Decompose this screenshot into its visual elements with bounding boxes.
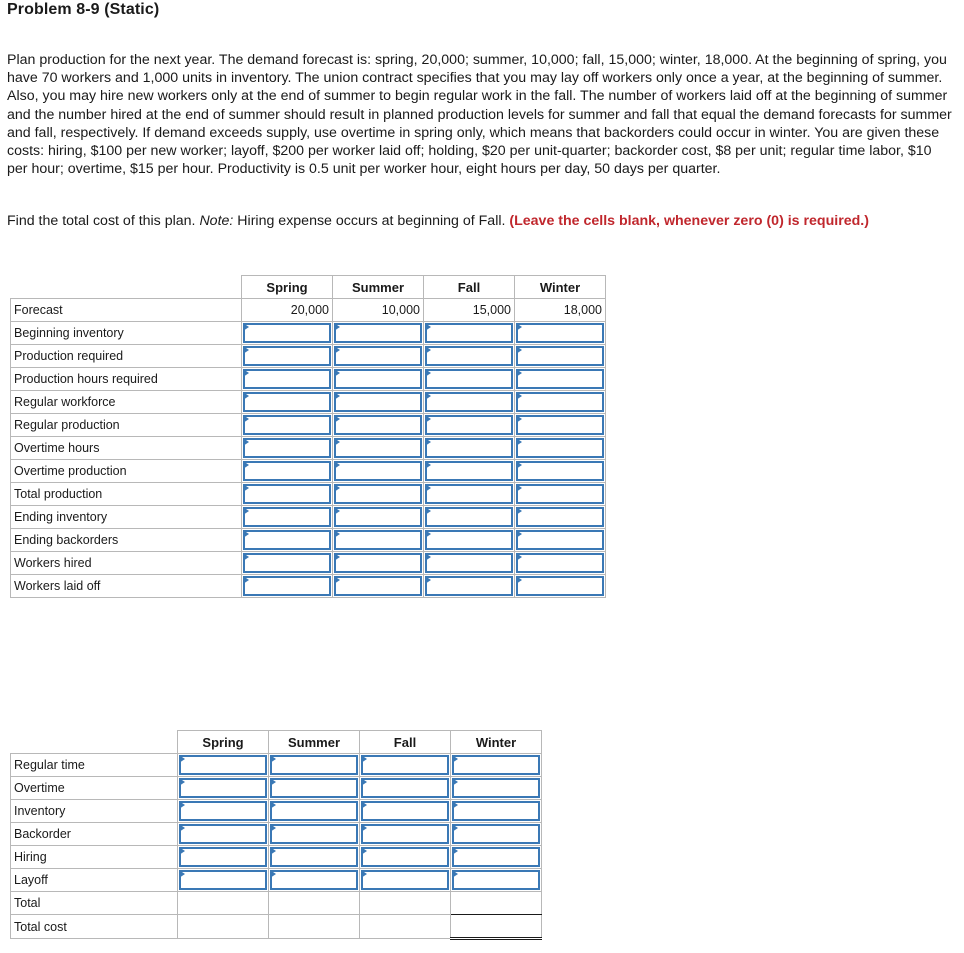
input-cell	[242, 506, 333, 529]
input-cell	[360, 823, 451, 846]
input-cell	[242, 368, 333, 391]
input-cell	[360, 869, 451, 892]
answer-input[interactable]	[425, 576, 513, 596]
input-cell	[424, 391, 515, 414]
input-cell	[515, 414, 606, 437]
answer-input[interactable]	[334, 507, 422, 527]
cost-table	[10, 730, 542, 940]
answer-input[interactable]	[516, 553, 604, 573]
row-label: Ending backorders	[11, 529, 242, 552]
answer-input[interactable]	[243, 392, 331, 412]
input-cell	[515, 552, 606, 575]
answer-input[interactable]	[243, 323, 331, 343]
answer-input[interactable]	[334, 415, 422, 435]
input-cell	[515, 368, 606, 391]
plan-header-row	[11, 276, 606, 299]
input-cell	[424, 437, 515, 460]
answer-input[interactable]	[270, 778, 358, 798]
input-cell	[424, 506, 515, 529]
cost-col-winter: Winter	[451, 731, 542, 754]
input-cell	[242, 529, 333, 552]
input-cell	[269, 869, 360, 892]
answer-input[interactable]	[243, 507, 331, 527]
answer-input[interactable]	[516, 415, 604, 435]
answer-input[interactable]	[334, 461, 422, 481]
row-label: Total	[11, 892, 178, 915]
answer-input[interactable]	[425, 369, 513, 389]
answer-input[interactable]	[334, 369, 422, 389]
answer-input[interactable]	[270, 801, 358, 821]
total-cost-cell	[451, 915, 542, 939]
input-cell	[451, 800, 542, 823]
answer-input[interactable]	[425, 461, 513, 481]
plan-row	[11, 552, 606, 575]
answer-input[interactable]	[361, 801, 449, 821]
total-cell	[269, 892, 360, 915]
input-cell	[333, 506, 424, 529]
input-cell	[242, 460, 333, 483]
input-cell	[333, 322, 424, 345]
answer-input[interactable]	[425, 507, 513, 527]
cost-row	[11, 800, 542, 823]
plan-col-spring: Spring	[242, 276, 333, 299]
cost-col-spring: Spring	[178, 731, 269, 754]
input-cell	[242, 483, 333, 506]
input-cell	[269, 754, 360, 777]
input-cell	[178, 823, 269, 846]
input-cell	[178, 754, 269, 777]
input-cell	[424, 552, 515, 575]
row-label: Workers laid off	[11, 575, 242, 598]
row-label: Total cost	[11, 915, 178, 939]
answer-input[interactable]	[243, 461, 331, 481]
total-cost-cell	[360, 915, 451, 939]
plan-col-winter: Winter	[515, 276, 606, 299]
cost-row	[11, 777, 542, 800]
answer-input[interactable]	[334, 576, 422, 596]
answer-input[interactable]	[516, 461, 604, 481]
input-cell	[269, 800, 360, 823]
answer-input[interactable]	[270, 755, 358, 775]
plan-row	[11, 345, 606, 368]
answer-input[interactable]	[334, 553, 422, 573]
input-cell	[360, 800, 451, 823]
row-label: Hiring	[11, 846, 178, 869]
answer-input[interactable]	[270, 870, 358, 890]
input-cell	[333, 552, 424, 575]
answer-input[interactable]	[243, 369, 331, 389]
answer-input[interactable]	[425, 438, 513, 458]
cost-header-row	[11, 731, 542, 754]
row-label: Layoff	[11, 869, 178, 892]
cost-col-fall: Fall	[360, 731, 451, 754]
cost-row	[11, 846, 542, 869]
input-cell	[269, 846, 360, 869]
answer-input[interactable]	[179, 824, 267, 844]
answer-input[interactable]	[425, 323, 513, 343]
input-cell	[242, 437, 333, 460]
row-label: Total production	[11, 483, 242, 506]
input-cell	[333, 391, 424, 414]
input-cell	[515, 391, 606, 414]
input-cell	[451, 777, 542, 800]
input-cell	[424, 460, 515, 483]
answer-input[interactable]	[361, 778, 449, 798]
input-cell	[515, 529, 606, 552]
answer-input[interactable]	[516, 369, 604, 389]
input-cell	[424, 483, 515, 506]
instruction-lead: Find the total cost of this plan.	[7, 213, 200, 229]
input-cell	[451, 823, 542, 846]
answer-input[interactable]	[334, 484, 422, 504]
input-cell	[424, 345, 515, 368]
input-cell	[333, 414, 424, 437]
row-label: Regular workforce	[11, 391, 242, 414]
input-cell	[451, 754, 542, 777]
input-cell	[360, 777, 451, 800]
answer-input[interactable]	[243, 415, 331, 435]
answer-input[interactable]	[179, 870, 267, 890]
plan-row	[11, 506, 606, 529]
cost-header-blank	[11, 731, 178, 754]
answer-input[interactable]	[516, 576, 604, 596]
input-cell	[451, 869, 542, 892]
total-cell	[178, 892, 269, 915]
input-cell	[242, 575, 333, 598]
input-cell	[242, 345, 333, 368]
input-cell	[242, 552, 333, 575]
answer-input[interactable]	[516, 507, 604, 527]
input-cell	[515, 345, 606, 368]
answer-input[interactable]	[425, 392, 513, 412]
input-cell	[242, 322, 333, 345]
plan-row	[11, 391, 606, 414]
answer-input[interactable]	[516, 323, 604, 343]
forecast-value: 18,000	[515, 299, 606, 322]
answer-input[interactable]	[425, 415, 513, 435]
answer-input[interactable]	[334, 346, 422, 366]
row-label: Workers hired	[11, 552, 242, 575]
answer-input[interactable]	[361, 847, 449, 867]
total-cost-cell	[269, 915, 360, 939]
answer-input[interactable]	[334, 323, 422, 343]
answer-input[interactable]	[516, 530, 604, 550]
input-cell	[333, 529, 424, 552]
total-cell	[451, 892, 542, 915]
input-cell	[333, 483, 424, 506]
plan-row	[11, 529, 606, 552]
input-cell	[515, 437, 606, 460]
answer-input[interactable]	[179, 847, 267, 867]
instruction-note-label: Note:	[199, 213, 234, 229]
input-cell	[424, 368, 515, 391]
answer-input[interactable]	[334, 438, 422, 458]
plan-col-summer: Summer	[333, 276, 424, 299]
input-cell	[178, 846, 269, 869]
production-plan-table	[10, 275, 606, 598]
forecast-value: 20,000	[242, 299, 333, 322]
answer-input[interactable]	[243, 576, 331, 596]
answer-input[interactable]	[243, 346, 331, 366]
answer-input[interactable]	[452, 801, 540, 821]
row-label: Ending inventory	[11, 506, 242, 529]
row-label: Beginning inventory	[11, 322, 242, 345]
cost-row	[11, 823, 542, 846]
answer-input[interactable]	[361, 824, 449, 844]
problem-description: Plan production for the next year. The demand forecast is: spring, 20,000; summer, 10,000; fall, 15,000; winter, 18,000. At the beginning of spring, you have 70 workers and 1,000 units in inventory. The union contract specifies that you may lay off workers only once a year, at the beginning of summer. Also, you may hire new workers only at the end of summer to begin regular work in the fall. The number of workers laid off at the beginning of summer and the number hired at the end of summer should result in planned production levels for summer and fall that equal the demand forecasts for summer and fall, respectively. If demand exceeds supply, use overtime in spring only, which means that backorders could occur in winter. You are given these costs: hiring, $100 per new worker; layoff, $200 per worker laid off; holding, $20 per unit-quarter; backorder cost, $8 per unit; regular time labor, $10 per hour; overtime, $15 per hour. Productivity is 0.5 unit per worker hour, eight hours per day, 50 days per quarter.	[7, 52, 952, 178]
answer-input[interactable]	[243, 530, 331, 550]
answer-input[interactable]	[425, 553, 513, 573]
forecast-value: 15,000	[424, 299, 515, 322]
answer-input[interactable]	[452, 870, 540, 890]
input-cell	[333, 345, 424, 368]
answer-input[interactable]	[243, 484, 331, 504]
cost-col-summer: Summer	[269, 731, 360, 754]
input-cell	[424, 322, 515, 345]
instruction-required: (Leave the cells blank, whenever zero (0) is required.)	[509, 213, 869, 229]
answer-input[interactable]	[425, 484, 513, 504]
instruction-text	[7, 212, 927, 230]
row-label: Forecast	[11, 299, 242, 322]
plan-row	[11, 437, 606, 460]
answer-input[interactable]	[334, 530, 422, 550]
answer-input[interactable]	[179, 778, 267, 798]
instruction-note-text: Hiring expense occurs at beginning of Fall.	[233, 213, 510, 229]
answer-input[interactable]	[516, 484, 604, 504]
answer-input[interactable]	[270, 824, 358, 844]
answer-input[interactable]	[361, 755, 449, 775]
input-cell	[333, 368, 424, 391]
answer-input[interactable]	[425, 530, 513, 550]
total-cost-cell	[178, 915, 269, 939]
input-cell	[424, 414, 515, 437]
cost-row	[11, 754, 542, 777]
row-label: Regular production	[11, 414, 242, 437]
input-cell	[178, 800, 269, 823]
plan-row-forecast	[11, 299, 606, 322]
answer-input[interactable]	[516, 346, 604, 366]
input-cell	[242, 414, 333, 437]
cost-row-total-cost	[11, 915, 542, 939]
plan-row	[11, 483, 606, 506]
row-label: Regular time	[11, 754, 178, 777]
answer-input[interactable]	[452, 847, 540, 867]
plan-header-blank	[11, 276, 242, 299]
answer-input[interactable]	[179, 755, 267, 775]
answer-input[interactable]	[452, 824, 540, 844]
row-label: Production required	[11, 345, 242, 368]
plan-row	[11, 322, 606, 345]
input-cell	[515, 483, 606, 506]
row-label: Production hours required	[11, 368, 242, 391]
input-cell	[178, 869, 269, 892]
total-cell	[360, 892, 451, 915]
answer-input[interactable]	[425, 346, 513, 366]
answer-input[interactable]	[516, 438, 604, 458]
answer-input[interactable]	[361, 870, 449, 890]
plan-col-fall: Fall	[424, 276, 515, 299]
input-cell	[360, 846, 451, 869]
plan-row	[11, 368, 606, 391]
input-cell	[242, 391, 333, 414]
input-cell	[178, 777, 269, 800]
input-cell	[515, 575, 606, 598]
row-label: Backorder	[11, 823, 178, 846]
input-cell	[515, 506, 606, 529]
answer-input[interactable]	[243, 553, 331, 573]
input-cell	[451, 846, 542, 869]
answer-input[interactable]	[179, 801, 267, 821]
input-cell	[269, 777, 360, 800]
row-label: Overtime hours	[11, 437, 242, 460]
row-label: Overtime production	[11, 460, 242, 483]
answer-input[interactable]	[452, 778, 540, 798]
answer-input[interactable]	[270, 847, 358, 867]
input-cell	[333, 575, 424, 598]
row-label: Inventory	[11, 800, 178, 823]
input-cell	[269, 823, 360, 846]
input-cell	[424, 529, 515, 552]
forecast-value: 10,000	[333, 299, 424, 322]
plan-row	[11, 575, 606, 598]
answer-input[interactable]	[452, 755, 540, 775]
input-cell	[333, 437, 424, 460]
input-cell	[424, 575, 515, 598]
cost-row-total	[11, 892, 542, 915]
input-cell	[333, 460, 424, 483]
row-label: Overtime	[11, 777, 178, 800]
input-cell	[515, 322, 606, 345]
input-cell	[515, 460, 606, 483]
plan-row	[11, 460, 606, 483]
answer-input[interactable]	[243, 438, 331, 458]
answer-input[interactable]	[516, 392, 604, 412]
problem-title: Problem 8-9 (Static)	[7, 1, 160, 18]
input-cell	[360, 754, 451, 777]
plan-row	[11, 414, 606, 437]
answer-input[interactable]	[334, 392, 422, 412]
cost-row	[11, 869, 542, 892]
